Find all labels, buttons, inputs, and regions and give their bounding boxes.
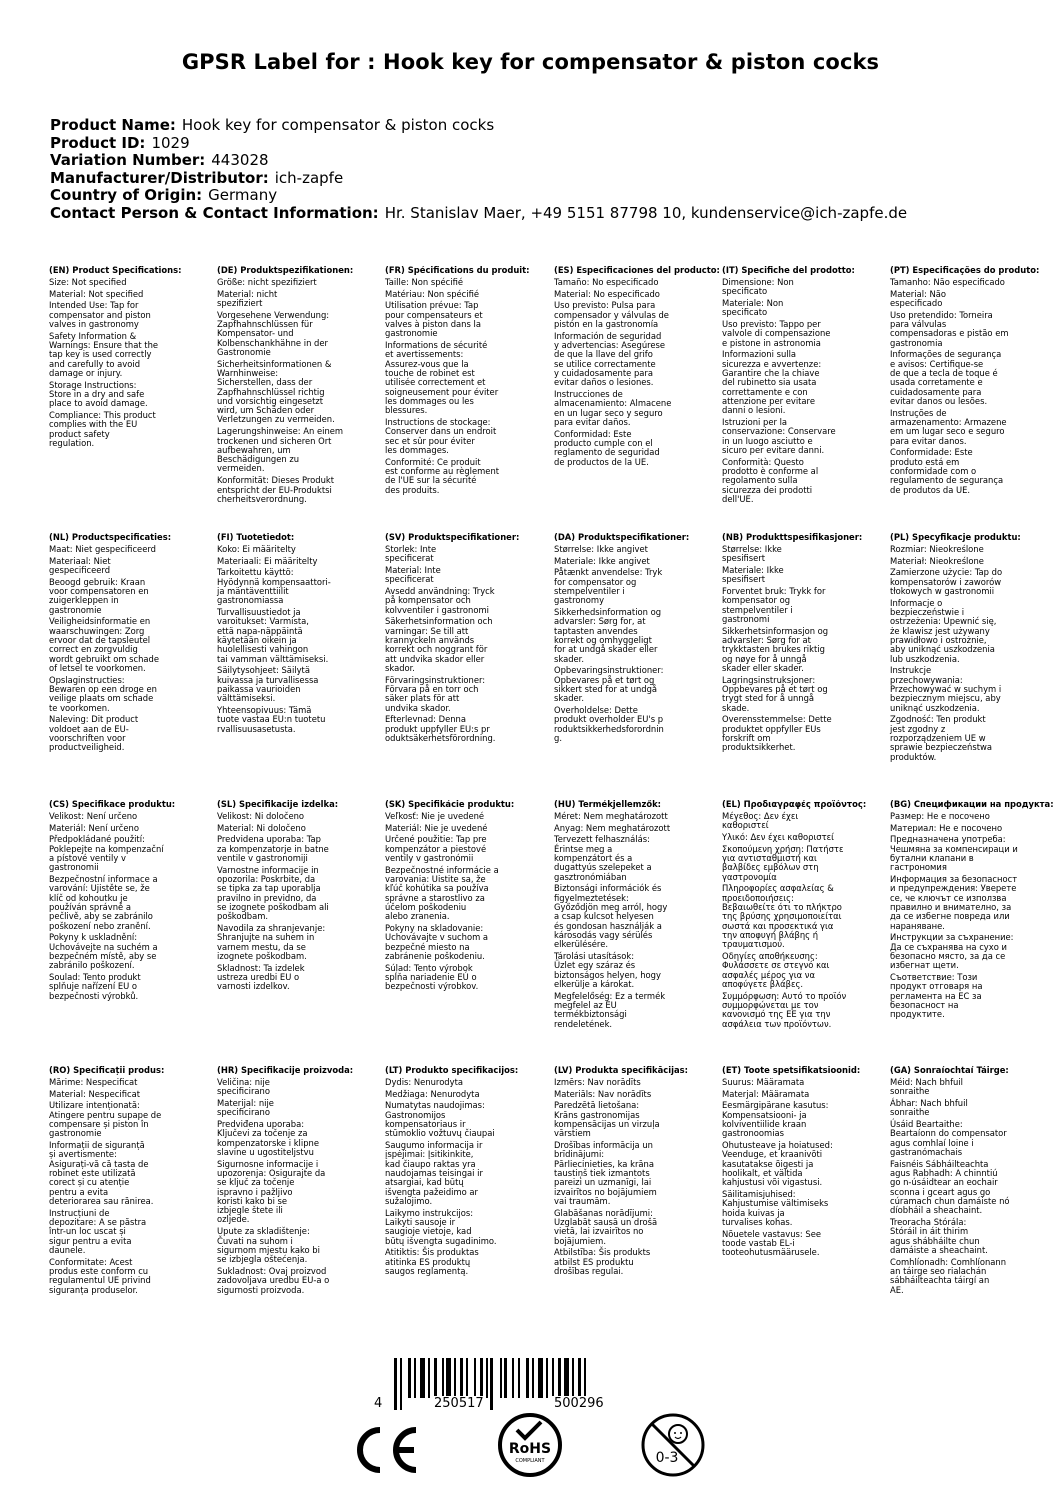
barcode-bar xyxy=(558,1358,561,1398)
spec-heading: (DA) Produktspecifikationer: xyxy=(554,533,690,542)
spec-item: Istruzioni per la conservazione: Conservare in un luogo asciutto e sicuro per evitare danni. xyxy=(722,416,836,455)
spec-item: Πληροφορίες ασφαλείας & προειδοποιήσεις: Βεβαιωθείτε ότι το πλήκτρο της βρύσης χρησιμοποιείται σωστά και προσεκτικά για την αποφυγή βλάβης ή τραυματισμού. xyxy=(722,883,842,950)
spec-item: Informații de siguranță și avertismente: Asigurați-vă că tasta de robinet este utilizată corect și cu atenție pentru a evita deteriorarea sau rănirea. xyxy=(49,1140,154,1206)
spec-item: Pokyny na skladovanie: Uchovávajte v suchom a bezpečné miesto na zabránenie poškodeniu. xyxy=(385,923,489,961)
spec-item: Anyag: Nem meghatározott xyxy=(554,822,671,833)
spec-item: Utilizare intenționată: Atingere pentru supape de compensare și piston în gastronomie xyxy=(49,1100,162,1139)
spec-item: Yhteensopivuus: Tämä tuote vastaa EU:n tuotetu rvallisuusasetusta. xyxy=(217,705,326,734)
spec-item: Méid: Nach bhfuil sonraithe xyxy=(890,1076,964,1097)
spec-item: Materiał: Nieokreślone xyxy=(890,555,984,566)
spec-heading: (RO) Specificații produs: xyxy=(49,1066,165,1075)
spec-item: Size: Not specified xyxy=(49,276,127,287)
spec-item: Uso previsto: Tappo per valvole di compensazione e pistone in astronomia xyxy=(722,318,831,348)
manufacturer-value: ich-zapfe xyxy=(274,168,344,187)
country-value: Germany xyxy=(208,186,278,205)
spec-item: Veiligheidsinformatie en waarschuwingen: Zorg ervoor dat de tapsleutel correct en zorgvuldig wordt gebruikt om schade of letsel te voorkomen. xyxy=(49,616,160,673)
spec-item: Navodila za shranjevanje: Shranjujte na suhem in varnem mestu, da se izognete poškodbam. xyxy=(217,923,326,961)
spec-item: Beoogd gebruik: Kraan voor compensatoren en zuigerkleppen in gastronomie xyxy=(49,576,149,615)
spec-item: Υλικό: Δεν έχει καθοριστεί xyxy=(722,831,834,842)
spec-block xyxy=(49,266,215,448)
spec-item: Predviđena uporaba: Ključevi za točenje za kompenzatorske i klipne slavine u ugostiteljstvu xyxy=(217,1118,319,1157)
spec-item: Suurus: Määramata xyxy=(722,1076,805,1087)
spec-item: Saugumo informacija ir įspėjimai: Įsitikinkite, kad čiaupo raktas yra naudojamas teisingai ir atsargiai, kad būtų išvengta pažeidimo ar sužalojimo. xyxy=(385,1140,483,1206)
spec-item: Súlad: Tento výrobok spĺňa nariadenie EÚ o bezpečnosti výrobkov. xyxy=(385,962,479,992)
barcode-bar xyxy=(500,1358,502,1398)
spec-item: Efterlevnad: Denna produkt uppfyller EU:s pr oduktsäkerhetsförordning. xyxy=(385,714,496,743)
spec-item: Materiaal: Niet gespecificeerd xyxy=(49,555,111,575)
spec-heading: (BG) Спецификации на продукта: xyxy=(890,800,1054,809)
ce-mark-icon xyxy=(350,1420,422,1480)
spec-heading: (EL) Προδιαγραφές προϊόντος: xyxy=(722,800,867,809)
spec-item: Μέγεθος: Δεν έχει καθοριστεί xyxy=(722,810,799,831)
barcode-bar xyxy=(408,1358,411,1398)
spec-item: Biztonsági információk és figyelmeztetések: Győződjön meg arról, hogy a csap kulcsot helyesen és gondosan használják a károsodás vagy sérülés elkerülésére. xyxy=(554,883,668,950)
barcode-bar xyxy=(564,1358,569,1398)
spec-item: Material: Não especificado xyxy=(890,288,947,308)
spec-item: Veľkosť: Nie je uvedené xyxy=(385,810,485,821)
spec-item: Materjal: Määramata xyxy=(722,1088,810,1099)
spec-item: Konformität: Dieses Produkt entspricht der EU-Produktsi cherheitsverordnung. xyxy=(217,475,335,504)
spec-item: Instructions de stockage: Conserver dans un endroit sec et sûr pour éviter les dommages. xyxy=(385,416,497,455)
spec-heading: (SK) Špecifikácie produktu: xyxy=(385,800,515,809)
spec-item: Förvaringsinstruktioner: Förvara på en torr och säker plats för att undvika skador. xyxy=(385,674,486,713)
variation-number-value: 443028 xyxy=(211,151,269,170)
spec-item: Sigurnosne informacije i upozorenja: Osigurajte da se ključ za točenje ispravno i pažljivo koristi kako bi se izbjegle štete ili ozljede. xyxy=(217,1158,326,1225)
spec-item: Sikkerhedsinformation og advarsler: Sørg for, at taptasten anvendes korrekt og omhyggeligt for at undgå skader eller skader. xyxy=(554,607,662,664)
spec-item: Bezpečnostní informace a varování: Ujistěte se, že klíč od kohoutku je používán správně a pečlivě, aby se zabránilo poškození nebo zranění. xyxy=(49,874,158,931)
barcode-bar xyxy=(460,1358,463,1398)
spec-item: Velikost: Není určeno xyxy=(49,810,138,821)
variation-number-label: Variation Number: xyxy=(50,151,206,170)
spec-item: Predvidena uporaba: Tap za kompenzatorje in batne ventile v gastronomiji xyxy=(217,834,329,863)
spec-block xyxy=(890,1066,1056,1295)
spec-item: Sukladnost: Ovaj proizvod zadovoljava uredbu EU-a o sigurnosti proizvoda. xyxy=(217,1265,330,1295)
barcode-bar xyxy=(434,1358,437,1398)
spec-heading: (LT) Produkto specifikacijos: xyxy=(385,1066,519,1075)
spec-item: Material: Not specified xyxy=(49,288,144,299)
spec-item: Предназначена употреба: Чешмяна за компенсираци и бутални клапани в гастрономия xyxy=(890,834,1018,873)
spec-item: Skladnost: Ta izdelek ustreza uredbi EU o varnosti izdelkov. xyxy=(217,962,305,992)
variation-number-row xyxy=(50,152,1030,170)
barcode-bar xyxy=(466,1358,468,1398)
spec-item: Materiale: Non specificato xyxy=(722,297,784,318)
spec-item: Rozmiar: Nieokreślone xyxy=(890,543,984,554)
spec-item: Varnostne informacije in opozorila: Poskrbite, da se tipka za tap uporablja pravilno in previdno, da se izognete poškodbam ali poškodbam. xyxy=(217,864,329,922)
spec-item: Uso pretendido: Torneira para válvulas compensadoras e pistão em gastronomia xyxy=(890,309,1009,348)
barcode-bar xyxy=(546,1358,548,1398)
spec-block xyxy=(890,533,1056,762)
spec-item: Conformidad: Este producto cumple con el reglamento de seguridad de productos de la UE. xyxy=(554,428,660,467)
manufacturer-label: Manufacturer/Distributor: xyxy=(50,168,269,187)
spec-block xyxy=(49,533,215,753)
spec-block xyxy=(385,533,551,743)
spec-block xyxy=(722,1066,888,1258)
spec-item: Materiál: Není určeno xyxy=(49,822,139,833)
spec-item: Οδηγίες αποθήκευσης: Φυλάσσετε σε στεγνό και ασφαλές μέρος για να αποφύγετε βλάβες. xyxy=(722,950,830,989)
spec-item: Koko: Ei määritelty xyxy=(217,543,296,554)
spec-heading: (PT) Especificações do produto: xyxy=(890,266,1040,275)
product-name-row xyxy=(50,117,1030,135)
spec-item: Intended Use: Tap for compensator and piston valves in gastronomy xyxy=(49,300,151,329)
spec-block xyxy=(554,266,720,467)
spec-item: Předpokládané použití: Poklepejte na kompenzační a pístové ventily v gastronomii xyxy=(49,834,164,873)
spec-item: Conformidade: Este produto está em conformidade com o regulamento de segurança de produtos da UE. xyxy=(890,447,1004,495)
spec-item: Material: nicht spezifiziert xyxy=(217,288,278,308)
spec-item: Lagringsinstruksjoner: Oppbevares på et tørt og trygt sted for å unngå skade. xyxy=(722,674,828,713)
spec-heading: (LV) Produkta specifikācijas: xyxy=(554,1066,688,1075)
spec-item: Säilitamisjuhised: Kahjustumise vältimiseks hoida kuivas ja turvalises kohas. xyxy=(722,1189,829,1227)
spec-item: Zamierzone użycie: Tap do kompensatorów i zaworów tłokowych w gastronomii xyxy=(890,567,1003,596)
spec-item: Avsedd användning: Tryck på kompensator och kolvventiler i gastronomi xyxy=(385,585,495,615)
rohs-text: RoHS xyxy=(508,1441,552,1457)
spec-item: Dimensione: Non specificato xyxy=(722,276,794,297)
spec-block xyxy=(217,800,383,992)
barcode-bar xyxy=(552,1358,554,1398)
spec-item: Overholdelse: Dette produkt overholder EU's p roduktsikkerhedsforordnin g. xyxy=(554,705,664,743)
spec-item: Tarkoitettu käyttö: Hyödynnä kompensaattori- ja mäntäventtiilit gastronomiassa xyxy=(217,567,331,606)
spec-heading: (GA) Sonraíochtaí Táirge: xyxy=(890,1066,1009,1075)
spec-block xyxy=(217,266,383,504)
barcode-bar xyxy=(454,1358,456,1398)
spec-item: Utilisation prévue: Tap pour compensateurs et valves à piston dans la gastronomie xyxy=(385,300,483,339)
spec-item: Opslaginstructies: Bewaren op een droge en veilige plaats om schade te voorkomen. xyxy=(49,674,157,713)
spec-item: Mărime: Nespecificat xyxy=(49,1076,138,1087)
spec-item: Materijal: nije specificirano xyxy=(217,1097,274,1118)
spec-item: Säilytysohjeet: Säilytä kuivassa ja turvallisessa paikassa vaurioiden välttämiseksi. xyxy=(217,665,319,704)
spec-item: Materiale: Ikke spesifisert xyxy=(722,564,784,585)
spec-item: Treoracha Stórála: Stóráil in áit thirim agus shábháilte chun damáiste a sheachaint. xyxy=(890,1216,988,1255)
barcode-bar xyxy=(474,1358,476,1398)
spec-item: Drošības informācija un brīdinājumi: Pārliecinieties, ka krāna taustiņš tiek izmantots pareizi un uzmanīgi, lai izvairītos no bojājumiem vai traumām. xyxy=(554,1140,657,1206)
spec-item: Informacje o bezpieczeństwie i ostrzeżenia: Upewnić się, że klawisz jest używany prawidłowo i ostrożnie, aby uniknąć uszkodzenia lub uszkodzenia. xyxy=(890,597,997,664)
product-info xyxy=(50,117,1030,223)
spec-item: Информация за безопасност и предупреждения: Уверете се, че ключът се използва правилно и внимателно, за да се избегне повреда или нараняване. xyxy=(890,874,1018,931)
spec-item: Conformité: Ce produit est conforme au règlement de l'UE sur la sécurité des produits. xyxy=(385,456,500,495)
barcode-left-digits: 250517 xyxy=(434,1396,484,1411)
spec-heading: (CS) Specifikace produktu: xyxy=(49,800,176,809)
spec-heading: (DE) Produktspezifikationen: xyxy=(217,266,354,275)
age-label: 0-3 xyxy=(655,1450,679,1466)
spec-item: Méret: Nem meghatározott xyxy=(554,810,668,821)
spec-item: Instrucțiuni de depozitare: A se păstra într-un loc uscat și sigur pentru a evita daunele. xyxy=(49,1207,147,1255)
spec-item: Turvallisuustiedot ja varoitukset: Varmista, että napa-näppäintä käytetään oikein ja huolellisesti vahingon tai vamman välttämiseksi. xyxy=(217,607,329,664)
spec-item: Dydis: Nenurodyta xyxy=(385,1076,464,1087)
spec-item: Soulad: Tento produkt splňuje nařízení EU o bezpečnosti výrobků. xyxy=(49,972,141,1001)
barcode-bar xyxy=(414,1358,416,1398)
spec-item: Materiāls: Nav norādīts xyxy=(554,1088,652,1099)
product-id-row xyxy=(50,135,1030,153)
spec-item: Tárolási utasítások: Üzlet egy száraz és biztonságos helyen, hogy elkerülje a károkat. xyxy=(554,950,661,989)
spec-item: Material: Ni določeno xyxy=(217,822,306,833)
spec-item: Tamaño: No especificado xyxy=(554,276,659,287)
spec-item: Overensstemmelse: Dette produktet oppfyller EUs forskrift om produktsikkerhet. xyxy=(722,714,832,753)
spec-heading: (HU) Termékjellemzők: xyxy=(554,800,662,809)
spec-heading: (SL) Specifikacije izdelka: xyxy=(217,800,339,809)
spec-item: Medžiaga: Nenurodyta xyxy=(385,1088,480,1099)
barcode-bar xyxy=(442,1358,444,1398)
spec-item: Material: No especificado xyxy=(554,288,660,299)
product-name-label: Product Name: xyxy=(50,116,176,134)
spec-item: Izmērs: Nav norādīts xyxy=(554,1076,641,1087)
spec-heading: (FR) Spécifications du produit: xyxy=(385,266,530,275)
spec-item: Conformità: Questo prodotto è conforme al regolamento sulla sicurezza dei prodotti dell'UE. xyxy=(722,456,819,504)
spec-block xyxy=(217,1066,383,1295)
spec-item: Nõuetele vastavus: See toode vastab EL-i tooteohutusmäärusele. xyxy=(722,1228,822,1258)
spec-item: Conformitate: Acest produs este conform cu regulamentul UE privind siguranța produselor. xyxy=(49,1256,151,1295)
spec-block xyxy=(49,1066,215,1295)
spec-heading: (NL) Productspecificaties: xyxy=(49,533,172,542)
spec-item: Материал: Не е посочено xyxy=(890,822,1003,833)
spec-item: Инструкции за съхранение: Да се съхранява на сухо и безопасно място, за да се избегнат щети. xyxy=(890,932,1014,971)
spec-item: Materiale: Ikke angivet xyxy=(554,555,650,566)
spec-item: Faisnéis Sábháilteachta agus Rabhadh: A chinntiú go n-úsáidtear an eochair sconna i gceart agus go cúramach chun damáiste nó díobháil a sheachaint. xyxy=(890,1158,1010,1216)
spec-item: Naleving: Dit product voldoet aan de EU- voorschriften voor productveiligheid. xyxy=(49,714,139,753)
spec-item: Uso previsto: Pulsa para compensador y válvulas de pistón en la gastronomía xyxy=(554,300,669,329)
barcode-bar xyxy=(446,1358,451,1398)
spec-block xyxy=(722,800,888,1029)
spec-heading: (PL) Specyfikacje produktu: xyxy=(890,533,1021,542)
spec-item: Materiaali: Ei määritelty xyxy=(217,555,318,566)
spec-item: Zgodność: Ten produkt jest zgodny z rozporządzeniem UE w sprawie bezpieczeństwa produktów. xyxy=(890,714,992,762)
spec-item: Glabāšanas norādījumi: Uzglabāt sausā un drošā vietā, lai izvairītos no bojājumiem. xyxy=(554,1207,658,1246)
spec-block xyxy=(385,1066,551,1276)
barcode-bar xyxy=(538,1358,543,1398)
spec-heading: (EN) Product Specifications: xyxy=(49,266,182,275)
spec-item: Určené použitie: Tap pre kompenzátor a piestové ventily v gastronómii xyxy=(385,834,487,863)
spec-item: Atbilstība: Šis produkts atbilst ES produktu drošības regulai. xyxy=(554,1247,651,1276)
barcode-bar xyxy=(394,1358,397,1410)
spec-item: Información de seguridad y advertencias: Asegúrese de que la llave del grifo se utilice correctamente y cuidadosamente para evitar daños o lesiones. xyxy=(554,330,666,388)
barcode-bar xyxy=(504,1358,507,1398)
spec-block xyxy=(385,800,551,992)
page-title: GPSR Label for : Hook key for compensator & piston cocks xyxy=(181,50,880,74)
spec-item: Matériau: Non spécifié xyxy=(385,288,480,299)
spec-item: Upute za skladištenje: Čuvati na suhom i sigurnom mjestu kako bi se izbjegla oštećenja. xyxy=(217,1226,320,1265)
spec-item: Compliance: This product complies with the EU product safety regulation. xyxy=(49,410,156,449)
spec-item: Съответствие: Този продукт отговаря на регламента на ЕС за безопасност на продуктите. xyxy=(890,972,983,1020)
barcode-bar xyxy=(526,1358,529,1398)
spec-heading: (HR) Specifikacije proizvoda: xyxy=(217,1066,354,1075)
spec-item: Tamanho: Não especificado xyxy=(890,276,1005,287)
spec-item: Säkerhetsinformation och varningar: Se till att krannyckeln används korrekt och noggrant för att undvika skador eller skador. xyxy=(385,616,493,673)
spec-block xyxy=(890,266,1056,495)
spec-item: Paredzētā lietošana: Krāns gastronomijas kompensācijas un virzuļa vārstiem xyxy=(554,1100,660,1139)
contact-value: Hr. Stanislav Maer, +49 5151 87798 10, kundenservice@ich-zapfe.de xyxy=(384,203,908,222)
spec-block xyxy=(554,800,720,1029)
spec-heading: (ET) Toote spetsifikatsioonid: xyxy=(722,1066,861,1075)
spec-item: Úsáid Beartaithe: Beartaíonn do compensator agus comhlaí loine i gastranómachais xyxy=(890,1118,1007,1157)
manufacturer-row xyxy=(50,170,1030,188)
spec-item: Vorgesehene Verwendung: Zapfhahnschlüssen für Kompensator- und Kolbenschankhähne in der Gastronomie xyxy=(217,309,330,357)
contact-label: Contact Person & Contact Information: xyxy=(50,203,379,222)
product-name-value: Hook key for compensator & piston cocks xyxy=(181,116,495,134)
spec-block xyxy=(554,533,720,743)
barcode-bar xyxy=(480,1358,483,1398)
spec-item: Ohutusteave ja hoiatused: Veenduge, et kraanivõti kasutatakse õigesti ja hoolikalt, et vältida kahjustusi või vigastusi. xyxy=(722,1140,833,1188)
country-row xyxy=(50,187,1030,205)
rohs-sub-text: COMPLIANT xyxy=(515,1458,545,1464)
spec-item: Eesmärgipärane kasutus: Kompensatsiooni- ja kolviventiilide kraan gastronoomias xyxy=(722,1100,829,1139)
spec-block xyxy=(49,800,215,1001)
barcode-right-digits: 500296 xyxy=(554,1396,604,1411)
barcode-bar xyxy=(532,1358,534,1398)
spec-block xyxy=(890,800,1056,1020)
spec-item: Maat: Niet gespecificeerd xyxy=(49,543,156,554)
barcode-bar xyxy=(518,1358,520,1398)
spec-item: Velikost: Ni določeno xyxy=(217,810,305,821)
barcode-first-digit: 4 xyxy=(374,1396,383,1411)
spec-item: Materiál: Nie je uvedené xyxy=(385,822,488,833)
spec-item: Informazioni sulla sicurezza e avvertenze: Garantire che la chiave del rubinetto sia usata correttamente e con attenzione per evitare danni o lesioni. xyxy=(722,349,822,416)
spec-item: Laikymo instrukcijos: Laikyti sausoje ir saugioje vietoje, kad būtų išvengta sugadinimo. xyxy=(385,1207,497,1246)
not-for-children-0-3-icon xyxy=(640,1412,706,1478)
spec-item: Megfelelőség: Ez a termék megfelel az EU termékbiztonsági rendeletének. xyxy=(554,990,666,1029)
spec-item: Opbevaringsinstruktioner: Opbevares på et tørt og sikkert sted for at undgå skader. xyxy=(554,665,664,704)
spec-block xyxy=(722,533,888,753)
product-id-value: 1029 xyxy=(151,133,190,152)
spec-item: Størrelse: Ikke angivet xyxy=(554,543,648,554)
spec-heading: (IT) Specifiche del prodotto: xyxy=(722,266,855,275)
spec-item: Veličina: nije specificirano xyxy=(217,1076,270,1097)
spec-block xyxy=(554,1066,720,1276)
spec-item: Tervezett felhasználás: Érintse meg a kompenzátort és a dugattyús szelepeket a gasztronómiában xyxy=(554,834,652,882)
spec-item: Comhlíonadh: Comhlíonann an táirge seo rialachán sábháilteachta táirgí an AE. xyxy=(890,1256,1007,1295)
spec-item: Instrukcje przechowywania: Przechowywać w suchym i bezpiecznym miejscu, aby uniknąć uszkodzenia. xyxy=(890,665,1002,713)
spec-item: Размер: Не е посочено xyxy=(890,810,990,821)
barcode-bar xyxy=(490,1358,493,1410)
spec-item: Material: Nespecificat xyxy=(49,1088,140,1099)
spec-item: Pokyny k uskladnění: Uchovávejte na suchém a bezpečném místě, aby se zabránilo poškození. xyxy=(49,932,158,971)
barcode-bar xyxy=(512,1358,514,1398)
barcode-bar xyxy=(400,1358,402,1410)
spec-heading: (NB) Produkttspesifikasjoner: xyxy=(722,533,863,542)
spec-item: Atitiktis: Šis produktas atitinka ES produktų saugos reglamentą. xyxy=(385,1247,479,1276)
barcode-bar xyxy=(572,1358,574,1398)
spec-item: Größe: nicht spezifiziert xyxy=(217,276,317,287)
barcode-bar xyxy=(428,1358,430,1398)
contact-row xyxy=(50,205,1030,223)
spec-item: Sikkerhetsinformasjon og advarsler: Sørg for at trykktasten brukes riktig og nøye for å unngå skader eller skader. xyxy=(722,625,829,673)
ean-barcode xyxy=(372,1356,644,1416)
spec-item: Påtænkt anvendelse: Tryk for compensator og stempelventiler i gastronomy xyxy=(554,567,663,606)
spec-item: Instrucciones de almacenamiento: Almacene en un lugar seco y seguro para evitar daños. xyxy=(554,389,672,427)
barcode-bar xyxy=(420,1358,425,1398)
spec-item: Bezpečnostné informácie a varovania: Uistite sa, že kľúč kohútika sa používa správne a starostlivo za účelom poškodeniu alebo zranenia. xyxy=(385,864,499,922)
spec-heading: (ES) Especificaciones del producto: xyxy=(554,266,720,275)
spec-heading: (FI) Tuotetiedot: xyxy=(217,533,295,542)
spec-block xyxy=(385,266,551,495)
spec-heading: (SV) Produktspecifikationer: xyxy=(385,533,520,542)
spec-item: Numatytas naudojimas: Gastronomijos kompensatoriaus ir stūmoklio vožtuvų čiaupai xyxy=(385,1100,495,1139)
spec-item: Taille: Non spécifié xyxy=(385,276,464,287)
product-id-label: Product ID: xyxy=(50,133,146,152)
country-label: Country of Origin: xyxy=(50,186,203,205)
spec-item: Storlek: Inte specificerat xyxy=(385,543,437,564)
spec-item: Informações de segurança e avisos: Certifique-se de que a tecla de toque é usada corretamente e cuidadosamente para evitar danos ou lesões. xyxy=(890,349,1002,406)
spec-item: Forventet bruk: Trykk for kompensator og stempelventiler i gastronomi xyxy=(722,585,826,624)
barcode-bar xyxy=(486,1358,488,1398)
spec-item: Størrelse: Ikke spesifisert xyxy=(722,543,782,564)
spec-item: Σκοπούμενη χρήση: Πατήστε για αντισταθμιστή και βαλβίδες εμβόλων στη γαστρονομία xyxy=(722,843,844,882)
spec-item: Ábhar: Nach bhfuil sonraithe xyxy=(890,1097,968,1118)
spec-item: Συμμόρφωση: Αυτό το προϊόν συμμορφώνεται με τον κανονισμό της ΕΕ για την ασφάλεια των προϊόντων. xyxy=(722,990,847,1029)
spec-item: Lagerungshinweise: An einem trockenen und sicheren Ort aufbewahren, um Beschädigungen zu vermeiden. xyxy=(217,426,344,474)
spec-block xyxy=(217,533,383,734)
spec-item: Safety Information & Warnings: Ensure that the tap key is used correctly and carefully to avoid damage or injury. xyxy=(49,330,159,378)
rohs-compliant-icon xyxy=(497,1412,563,1478)
spec-item: Informations de sécurité et avertissements: Assurez-vous que la touche de robinet est utilisée correctement et soigneusement pour éviter les dommages ou les blessures. xyxy=(385,340,499,416)
spec-item: Storage Instructions: Store in a dry and safe place to avoid damage. xyxy=(49,379,148,409)
spec-item: Sicherheitsinformationen & Warnhinweise: Sicherstellen, dass der Zapfhahnschlüssel richtig und vorsichtig eingesetzt wird, um Schäden oder Verletzungen zu vermeiden. xyxy=(217,358,335,425)
spec-item: Instruções de armazenamento: Armazene em um lugar seco e seguro para evitar danos. xyxy=(890,407,1007,446)
spec-item: Material: Inte specificerat xyxy=(385,564,441,585)
spec-block xyxy=(722,266,888,504)
